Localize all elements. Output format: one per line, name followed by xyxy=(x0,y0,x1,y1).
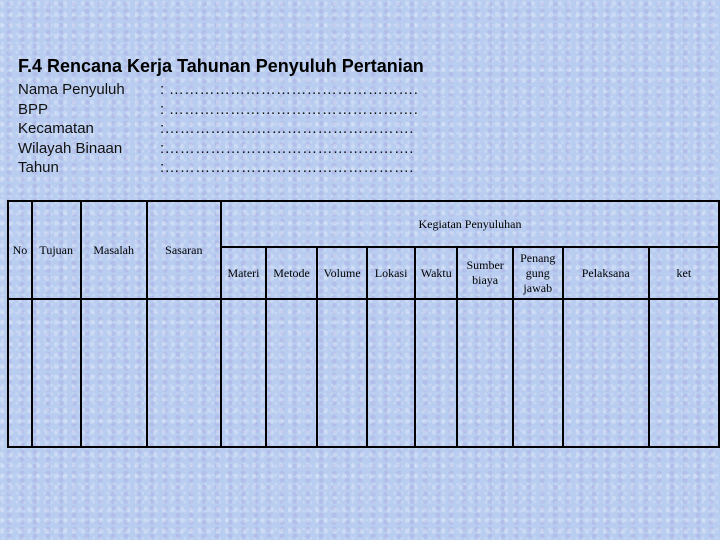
subheader-sumber-biaya: Sumber biaya xyxy=(457,247,512,299)
value-wilayah-binaan: :…………………………………………. xyxy=(160,139,414,157)
cell-lokasi xyxy=(367,299,415,447)
cell-tujuan xyxy=(32,299,81,447)
info-labels xyxy=(18,80,125,178)
page-title: F.4 Rencana Kerja Tahunan Penyuluh Pertanian xyxy=(18,56,424,76)
header-kegiatan-penyuluhan: Kegiatan Penyuluhan xyxy=(221,201,719,247)
subheader-waktu: Waktu xyxy=(415,247,457,299)
subheader-volume: Volume xyxy=(317,247,367,299)
value-nama-penyuluh: : …………………………………………. xyxy=(160,81,419,98)
label-kecamatan: Kecamatan xyxy=(18,120,94,137)
cell-sasaran xyxy=(147,299,221,447)
subheader-materi: Materi xyxy=(221,247,266,299)
subheader-penanggung-jawab: Penang gung jawab xyxy=(513,247,563,299)
cell-no xyxy=(8,299,32,447)
table-row xyxy=(8,299,719,447)
header-masalah: Masalah xyxy=(81,201,147,299)
header-no: No xyxy=(8,201,32,299)
cell-masalah xyxy=(81,299,147,447)
value-bpp: : …………………………………………. xyxy=(160,100,419,118)
header-sasaran: Sasaran xyxy=(147,201,221,299)
label-nama-penyuluh: Nama Penyuluh xyxy=(18,81,125,98)
cell-ket xyxy=(649,299,719,447)
info-values xyxy=(160,80,418,178)
cell-materi xyxy=(221,299,266,447)
label-tahun: Tahun xyxy=(18,159,59,176)
cell-sumber-biaya xyxy=(457,299,512,447)
subheader-pelaksana: Pelaksana xyxy=(563,247,649,299)
cell-waktu xyxy=(415,299,457,447)
cell-volume xyxy=(317,299,367,447)
header-tujuan: Tujuan xyxy=(32,201,81,299)
cell-penanggung-jawab xyxy=(513,299,563,447)
cell-metode xyxy=(266,299,317,447)
value-tahun: :…………………………………………. xyxy=(160,159,414,176)
cell-pelaksana xyxy=(563,299,649,447)
value-kecamatan: :…………………………………………. xyxy=(160,120,414,137)
subheader-metode: Metode xyxy=(266,247,317,299)
subheader-lokasi: Lokasi xyxy=(367,247,415,299)
label-wilayah-binaan: Wilayah Binaan xyxy=(18,139,123,157)
label-bpp: BPP xyxy=(18,100,49,118)
work-plan-table xyxy=(7,200,720,448)
subheader-ket: ket xyxy=(649,247,719,299)
